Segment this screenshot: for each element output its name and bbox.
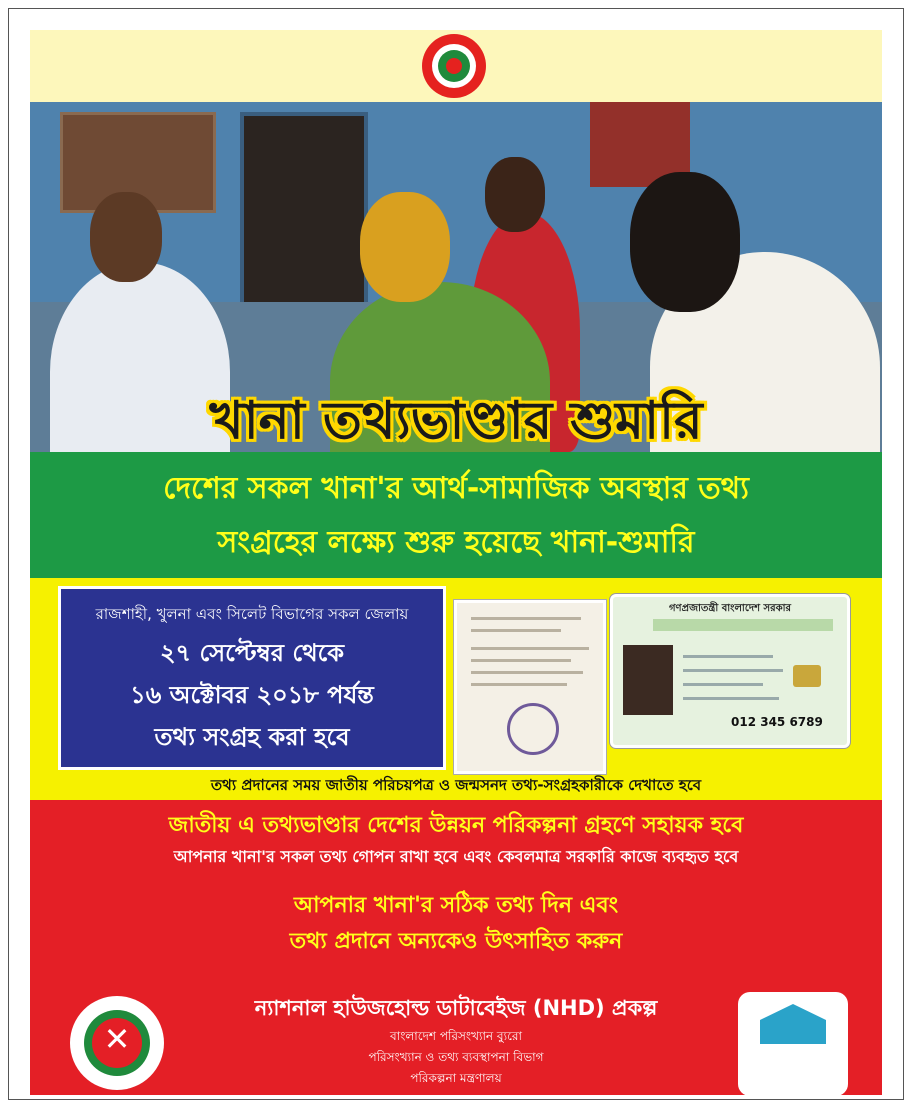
red-line-1: জাতীয় এ তথ্যভাণ্ডার দেশের উন্নয়ন পরিকল্পনা গ্রহণে সহায়ক হবে	[168, 813, 744, 838]
top-strip	[30, 30, 882, 102]
org-bureau: বাংলাদেশ পরিসংখ্যান ব্যুরো	[390, 1029, 522, 1043]
green-band	[30, 452, 882, 578]
id-card-header: গণপ্রজাতন্ত্রী বাংলাদেশ সরকার	[669, 603, 791, 614]
red-line-2: আপনার খানা'র সকল তথ্য গোপন রাখা হবে এবং কেবলমাত্র সরকারি কাজে ব্যবহৃত হবে	[173, 847, 739, 866]
id-photo	[623, 645, 673, 715]
main-title: খানা তথ্যভাণ্ডার শুমারি	[209, 391, 703, 451]
green-line-1: দেশের সকল খানা'র আর্থ-সামাজিক অবস্থার তথ্য	[163, 471, 749, 506]
schedule-box	[58, 586, 446, 770]
org-division: পরিসংখ্যান ও তথ্য ব্যবস্থাপনা বিভাগ	[368, 1050, 544, 1064]
birth-certificate-image	[454, 600, 606, 774]
schedule-to: ১৬ অক্টোবর ২০১৮ পর্যন্ত	[130, 681, 374, 709]
schedule-region: রাজশাহী, খুলনা এবং সিলেট বিভাগের সকল জেলায়	[95, 605, 409, 623]
schedule-action: তথ্য সংগ্রহ করা হবে	[154, 723, 350, 751]
green-line-2: সংগ্রহের লক্ষ্যে শুরু হয়েছে খানা-শুমারি	[217, 525, 695, 560]
national-id-card-image	[610, 594, 850, 748]
red-line-3: আপনার খানা'র সঠিক তথ্য দিন এবং	[293, 893, 619, 918]
bbs-logo-icon: ✕	[70, 996, 164, 1090]
id-number: 012 345 6789	[731, 715, 823, 729]
nhd-logo-icon	[738, 992, 848, 1095]
sim-chip-icon	[793, 665, 821, 687]
poster	[30, 30, 882, 1095]
document-note: তথ্য প্রদানের সময় জাতীয় পরিচয়পত্র ও জন্মসনদ তথ্য-সংগ্রহকারীকে দেখাতে হবে	[210, 776, 702, 794]
red-line-4: তথ্য প্রদানে অন্যকেও উৎসাহিত করুন	[289, 929, 623, 954]
org-ministry: পরিকল্পনা মন্ত্রণালয়	[410, 1071, 502, 1085]
government-seal-icon	[422, 34, 486, 98]
project-title: ন্যাশনাল হাউজহোল্ড ডাটাবেইজ (NHD) প্রকল্প	[254, 996, 658, 1020]
schedule-from: ২৭ সেপ্টেম্বর থেকে	[159, 639, 345, 667]
yellow-band	[30, 578, 882, 800]
red-band	[30, 800, 882, 1095]
